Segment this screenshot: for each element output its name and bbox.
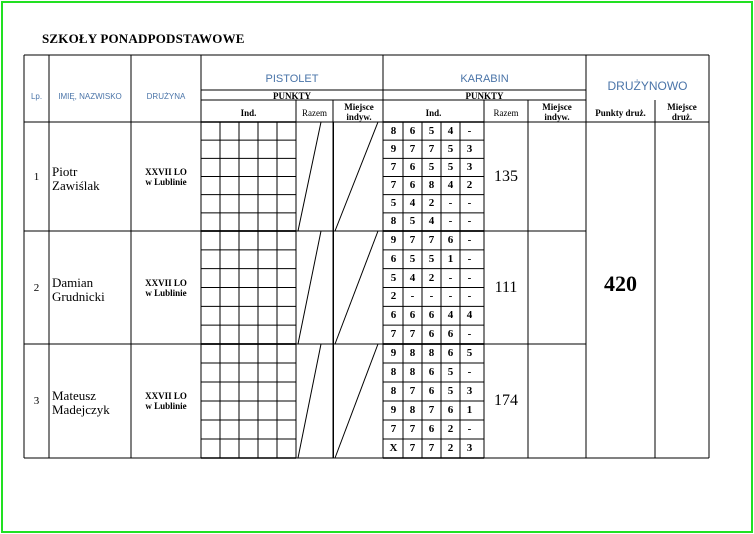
rifle-shot-value: 5	[428, 252, 435, 265]
grid-line	[335, 344, 378, 458]
rifle-shot-value: -	[448, 271, 453, 284]
grid-line	[298, 122, 321, 231]
rifle-shot-value: 8	[390, 124, 397, 137]
rifle-shot-value: 6	[428, 309, 435, 322]
rifle-shot-value: 4	[409, 271, 416, 284]
rifle-shot-value: 2	[447, 442, 454, 454]
competitor-team-line2: w Lublinie	[145, 401, 187, 411]
rifle-shot-value: -	[448, 290, 453, 303]
rifle-shot-value: 6	[409, 179, 416, 192]
rifle-shot-value: 4	[409, 197, 416, 210]
rifle-shot-value: 6	[428, 328, 435, 341]
rifle-shot-value: 1	[466, 404, 473, 416]
header-pistol: PISTOLET	[265, 73, 319, 85]
rifle-shot-value: 7	[428, 233, 435, 246]
rifle-shot-value: 7	[390, 423, 397, 435]
rifle-shot-value: 4	[447, 309, 454, 322]
rifle-shot-value: 3	[466, 160, 473, 173]
header-rifle-total: Razem	[493, 108, 519, 118]
rifle-shot-value: -	[410, 290, 415, 303]
competitor-team-line1: XXVII LO	[145, 166, 187, 177]
header-team-place: Miejsce druż.	[667, 102, 697, 122]
rifle-shot-value: -	[467, 233, 472, 246]
rifle-shot-value: 3	[466, 385, 473, 397]
rifle-shot-value: 4	[447, 179, 454, 192]
header-rifle-place: Miejsce indyw.	[542, 102, 572, 122]
grid-line	[335, 122, 378, 231]
rifle-shot-value: 7	[390, 179, 397, 192]
rifle-shot-value: 7	[409, 385, 416, 397]
rifle-shot-value: 3	[466, 142, 473, 155]
rifle-shot-value: 2	[466, 179, 473, 192]
header-pistol-points: PUNKTY	[273, 91, 311, 101]
header-lp: Lp.	[30, 92, 43, 101]
rifle-shot-value: 6	[447, 328, 454, 341]
competitor-team-line1: XXVII LO	[145, 391, 187, 401]
rifle-shot-value: 2	[447, 423, 454, 435]
rifle-shot-value: 5	[390, 271, 397, 284]
rifle-shot-value: 5	[447, 160, 454, 173]
competitor-last-name: Zawiślak	[52, 177, 100, 193]
header-pistol-total: Razem	[302, 108, 327, 118]
rifle-shot-value: 6	[409, 160, 416, 173]
competitor-lp: 1	[33, 170, 40, 183]
rifle-shot-value: 8	[390, 215, 397, 228]
rifle-shot-value: 8	[409, 404, 416, 416]
rifle-shot-value: 7	[409, 328, 416, 341]
rifle-shot-value: -	[467, 252, 472, 265]
rifle-shot-value: -	[467, 197, 472, 210]
rifle-shot-value: -	[429, 290, 434, 303]
rifle-shot-value: 2	[428, 197, 435, 210]
rifle-shot-value: 5	[447, 385, 454, 397]
rifle-shot-value: 8	[409, 347, 416, 359]
rifle-shot-value: 8	[390, 385, 397, 397]
rifle-shot-value: 6	[409, 309, 416, 322]
rifle-shot-value: 5	[447, 142, 454, 155]
rifle-shot-value: 7	[390, 328, 397, 341]
rifle-shot-value: 7	[409, 233, 416, 246]
rifle-shot-value: 2	[428, 271, 435, 284]
rifle-shot-value: -	[467, 423, 472, 435]
rifle-shot-value: 1	[447, 252, 454, 265]
rifle-shot-value: 5	[428, 160, 435, 173]
rifle-shot-value: 5	[409, 252, 416, 265]
rifle-shot-value: 6	[390, 309, 397, 322]
rifle-shot-value: 8	[428, 179, 435, 192]
rifle-shot-value: 8	[428, 347, 435, 359]
competitor-team-line2: w Lublinie	[145, 176, 187, 187]
rifle-shot-value: 7	[409, 442, 416, 454]
competitor-first-name: Mateusz	[52, 388, 97, 403]
rifle-shot-value: -	[467, 290, 472, 303]
header-team-result: DRUŻYNOWO	[607, 79, 688, 93]
rifle-shot-value: 6	[409, 124, 416, 137]
results-table	[24, 55, 709, 458]
competitor-last-name: Madejczyk	[52, 402, 110, 417]
header-rifle-ind: Ind.	[425, 108, 442, 118]
rifle-shot-value: X	[389, 442, 398, 454]
header-rifle-points: PUNKTY	[465, 91, 504, 101]
rifle-shot-value: 6	[428, 366, 435, 378]
rifle-shot-value: 9	[390, 404, 397, 416]
header-pistol-ind: Ind.	[240, 108, 257, 118]
rifle-shot-value: 6	[428, 385, 435, 397]
rifle-total: 174	[494, 392, 518, 409]
rifle-shot-value: 7	[428, 404, 435, 416]
competitor-lp: 2	[33, 281, 40, 294]
competitor-team-line2: w Lublinie	[145, 287, 187, 298]
rifle-shot-value: -	[448, 215, 453, 228]
rifle-shot-value: 4	[428, 215, 435, 228]
rifle-shot-value: 6	[447, 233, 454, 246]
rifle-shot-value: 4	[447, 124, 454, 137]
rifle-shot-value: 6	[428, 423, 435, 435]
rifle-shot-value: 5	[409, 215, 416, 228]
header-pistol-place: Miejsce indyw.	[344, 102, 374, 122]
rifle-shot-value: 2	[390, 290, 397, 303]
rifle-shot-value: 7	[428, 442, 435, 454]
rifle-shot-value: 5	[447, 366, 454, 378]
header-team: DRUŻYNA	[146, 92, 186, 101]
page-title: SZKOŁY PONADPODSTAWOWE	[42, 31, 245, 46]
rifle-shot-value: 9	[390, 233, 397, 246]
rifle-shot-value: 9	[390, 142, 397, 155]
header-name: IMIĘ, NAZWISKO	[58, 92, 122, 101]
competitor-lp: 3	[33, 395, 40, 407]
competitor-team-line1: XXVII LO	[145, 277, 187, 288]
rifle-shot-value: -	[467, 215, 472, 228]
rifle-shot-value: 7	[409, 423, 416, 435]
rifle-total: 111	[494, 278, 518, 296]
competitor-first-name: Piotr	[52, 163, 78, 179]
rifle-shot-value: 6	[390, 252, 397, 265]
rifle-shot-value: -	[467, 328, 472, 341]
grid-line	[335, 231, 378, 344]
rifle-shot-value: 9	[390, 347, 397, 359]
rifle-shot-value: 8	[409, 366, 416, 378]
rifle-shot-value: 7	[409, 142, 416, 155]
rifle-shot-value: 5	[466, 347, 473, 359]
rifle-shot-value: 5	[390, 197, 397, 210]
team-total-points: 420	[604, 271, 637, 296]
header-rifle: KARABIN	[460, 73, 509, 85]
rifle-shot-value: 8	[390, 366, 397, 378]
rifle-shot-value: 7	[428, 142, 435, 155]
rifle-shot-value: -	[467, 271, 472, 284]
rifle-shot-value: -	[448, 197, 453, 210]
rifle-total: 135	[494, 167, 518, 185]
rifle-shot-value: 7	[390, 160, 397, 173]
rifle-shot-value: 6	[447, 347, 454, 359]
rifle-shot-value: 4	[466, 309, 473, 322]
rifle-shot-value: 6	[447, 404, 454, 416]
rifle-shot-value: 3	[466, 442, 473, 454]
rifle-shot-value: -	[467, 366, 472, 378]
grid-line	[298, 231, 321, 344]
rifle-shot-value: -	[467, 124, 472, 137]
rifle-shot-value: 5	[428, 124, 435, 137]
competitor-last-name: Grudnicki	[52, 288, 105, 304]
competitor-first-name: Damian	[52, 274, 94, 290]
grid-line	[298, 344, 321, 458]
header-team-points: Punkty druż.	[595, 108, 646, 118]
